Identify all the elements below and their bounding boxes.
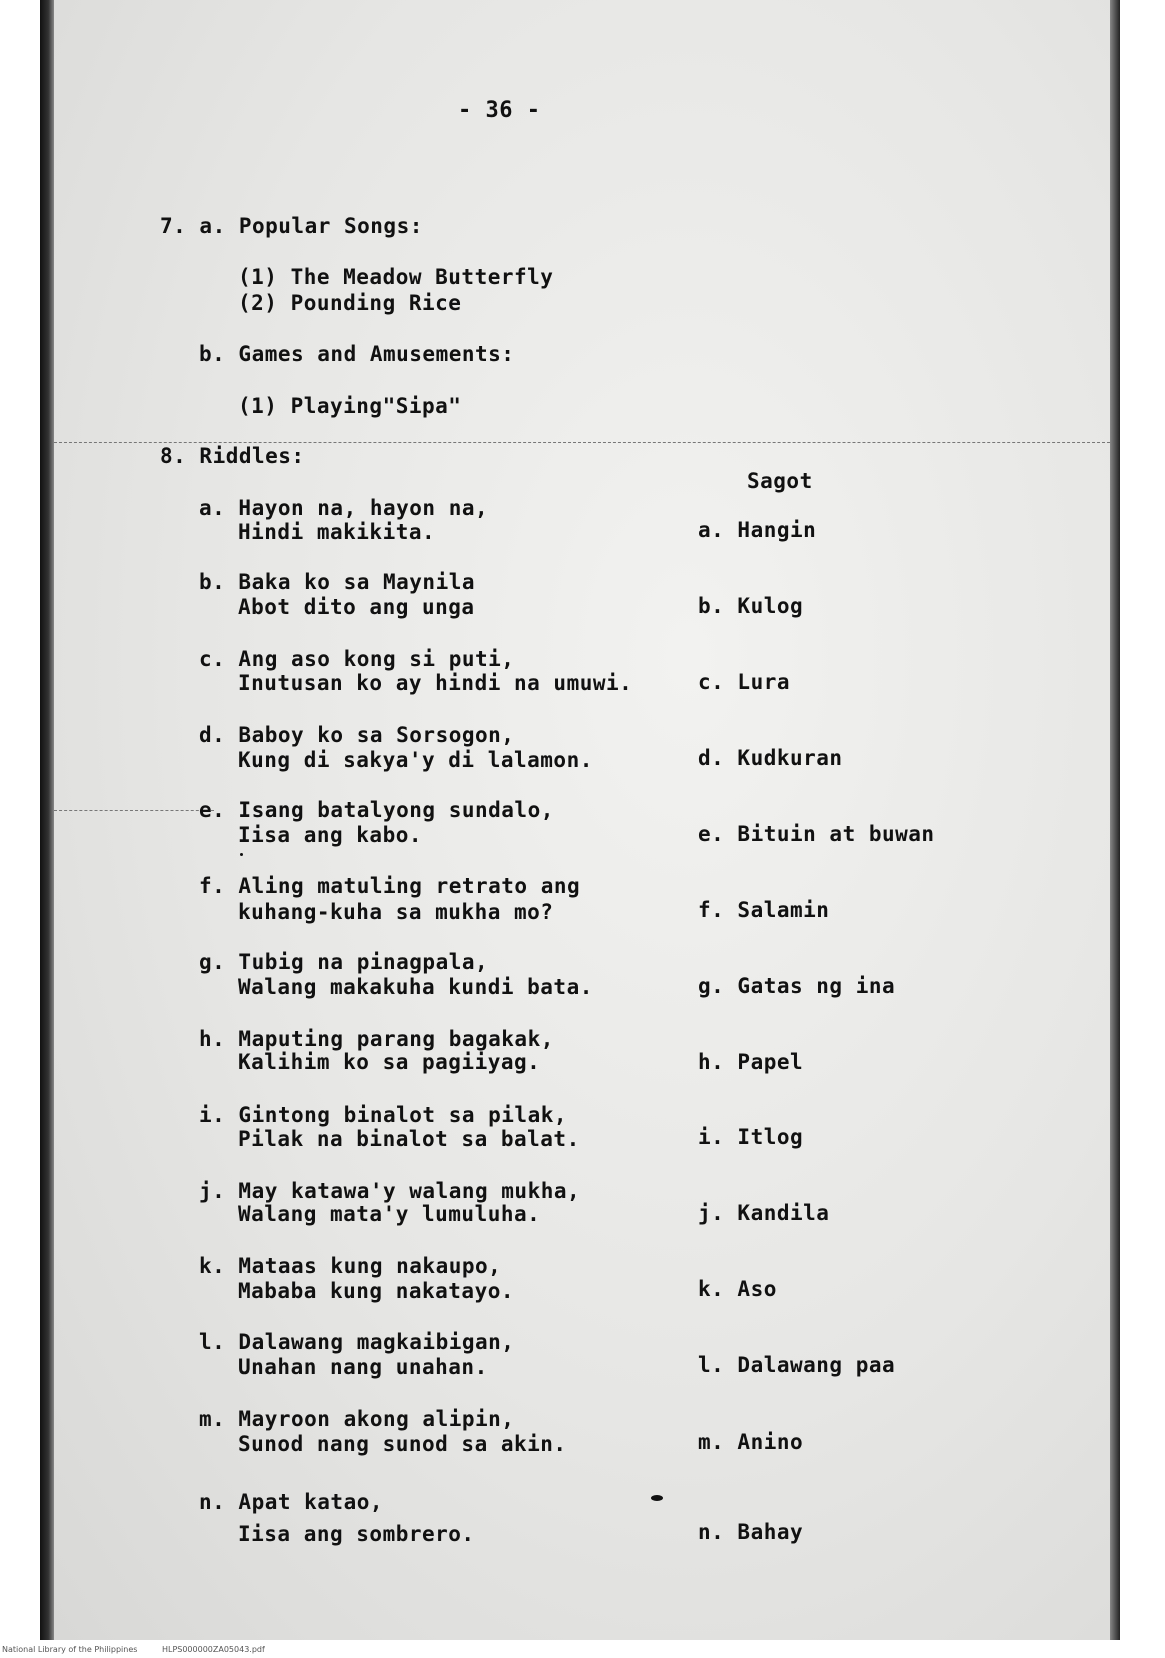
- answer-column-header: Sagot: [747, 469, 813, 493]
- riddle-answer: k. Aso: [698, 1277, 777, 1301]
- song-item: (2) Pounding Rice: [238, 291, 462, 315]
- riddle-line: j. May katawa'y walang mukha,: [199, 1179, 581, 1203]
- riddle-line: d. Baboy ko sa Sorsogon,: [199, 723, 515, 747]
- footer-source: National Library of the Philippines: [2, 1645, 138, 1654]
- riddle-line: m. Mayroon akong alipin,: [199, 1407, 515, 1431]
- section-7-heading: 7. a. Popular Songs:: [160, 214, 423, 238]
- riddle-line: f. Aling matuling retrato ang: [199, 874, 581, 898]
- riddle-line: h. Maputing parang bagakak,: [199, 1027, 554, 1051]
- riddle-line: Pilak na binalot sa balat.: [238, 1127, 580, 1151]
- riddle-answer: m. Anino: [698, 1430, 804, 1454]
- riddle-answer: j. Kandila: [698, 1201, 830, 1225]
- riddle-line: n. Apat katao,: [199, 1490, 384, 1514]
- binding-shadow: [40, 0, 54, 1640]
- riddle-answer: c. Lura: [698, 670, 791, 694]
- riddle-line: Mababa kung nakatayo.: [238, 1279, 515, 1303]
- riddle-line: Abot dito ang unga: [238, 595, 475, 619]
- song-item: (1) The Meadow Butterfly: [238, 265, 554, 289]
- riddle-line: Kalihim ko sa pagiiyag.: [238, 1050, 541, 1074]
- riddle-line: Inutusan ko ay hindi na umuwi.: [238, 671, 633, 695]
- riddle-line: g. Tubig na pinagpala,: [199, 950, 489, 974]
- game-item: (1) Playing"Sipa": [238, 394, 462, 418]
- riddle-answer: d. Kudkuran: [698, 746, 843, 770]
- riddle-line: Unahan nang unahan.: [238, 1355, 488, 1379]
- riddle-line: c. Ang aso kong si puti,: [199, 647, 515, 671]
- ink-speck: [240, 853, 243, 856]
- riddle-answer: e. Bituin at buwan: [698, 822, 935, 846]
- page-number: - 36 -: [458, 98, 541, 123]
- riddle-line: a. Hayon na, hayon na,: [199, 496, 489, 520]
- riddle-line: Kung di sakya'y di lalamon.: [238, 748, 593, 772]
- fold-line: [54, 442, 1110, 443]
- fold-line: [54, 810, 214, 811]
- riddle-line: Walang makakuha kundi bata.: [238, 975, 593, 999]
- right-margin: [1120, 0, 1165, 1658]
- riddle-answer: f. Salamin: [698, 898, 830, 922]
- riddle-line: Iisa ang kabo.: [238, 823, 423, 847]
- riddle-line: i. Gintong binalot sa pilak,: [199, 1103, 568, 1127]
- riddle-line: Iisa ang sombrero.: [238, 1522, 475, 1546]
- riddle-line: kuhang-kuha sa mukha mo?: [238, 900, 554, 924]
- riddle-answer: i. Itlog: [698, 1125, 804, 1149]
- riddle-answer: b. Kulog: [698, 594, 804, 618]
- riddle-line: Walang mata'y lumuluha.: [238, 1202, 541, 1226]
- ink-speck: [651, 1495, 663, 1501]
- riddle-answer: n. Bahay: [698, 1520, 804, 1544]
- riddle-answer: l. Dalawang paa: [698, 1353, 896, 1377]
- riddle-answer: h. Papel: [698, 1050, 804, 1074]
- riddle-answer: g. Gatas ng ina: [698, 974, 896, 998]
- riddle-line: k. Mataas kung nakaupo,: [199, 1254, 502, 1278]
- footer-file: HLPS000000ZA05043.pdf: [161, 1645, 265, 1654]
- riddle-line: b. Baka ko sa Maynila: [199, 570, 476, 594]
- riddle-line: e. Isang batalyong sundalo,: [199, 798, 554, 822]
- riddle-line: l. Dalawang magkaibigan,: [199, 1330, 515, 1354]
- page-edge-shadow: [1110, 0, 1120, 1640]
- riddle-answer: a. Hangin: [698, 518, 817, 542]
- riddle-line: Hindi makikita.: [238, 520, 436, 544]
- section-8-heading: 8. Riddles:: [160, 444, 305, 468]
- scan-footer: [2, 1645, 287, 1654]
- riddle-line: Sunod nang sunod sa akin.: [238, 1432, 567, 1456]
- games-heading: b. Games and Amusements:: [199, 342, 515, 366]
